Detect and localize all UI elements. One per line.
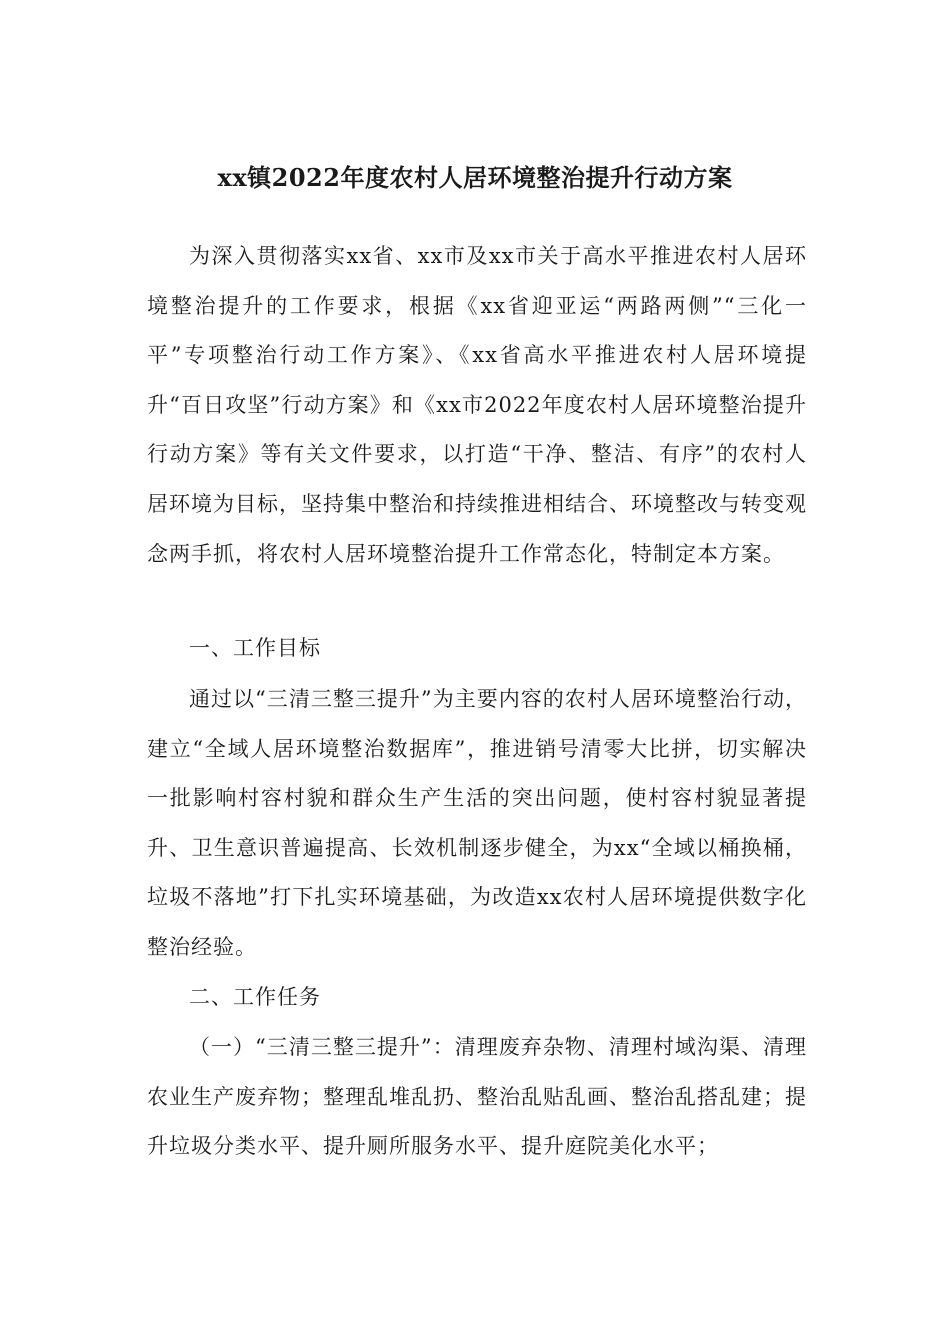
- goals-paragraph: 通过以“三清三整三提升”为主要内容的农村人居环境整治行动，建立“全域人居环境整治数据库”，推进销号清零大比拼，切实解决一批影响村容村貌和群众生产生活的突出问题，使村容村貌显著提升、卫生意识普遍提高、长效机制逐步健全，为xx“全域以桶换桶，垃圾不落地”打下扎实环境基础，为改造xx农村人居环境提供数字化整治经验。: [147, 687, 807, 959]
- intro-paragraph: 为深入贯彻落实xx省、xx市及xx市关于高水平推进农村人居环境整治提升的工作要求，根据《xx省迎亚运“两路两侧”“三化一平”专项整治行动工作方案》、《xx省高水平推进农村人居环境提升“百日攻坚”行动方案》和《xx市2022年度农村人居环境整治提升行动方案》等有关文件要求，以打造“干净、整洁、有序”的农村人居环境为目标，坚持集中整治和持续推进相结合、环境整改与转变观念两手抓，将农村人居环境整治提升工作常态化，特制定本方案。: [147, 244, 807, 566]
- section-heading-goals: 一、工作目标: [189, 636, 321, 660]
- document-title: xx镇2022年度农村人居环境整治提升行动方案: [217, 163, 733, 192]
- section-heading-tasks: 二、工作任务: [189, 985, 321, 1009]
- tasks-item-1: （一）“三清三整三提升”：清理废弃杂物、清理村域沟渠、清理农业生产废弃物；整理乱堆乱扔、整治乱贴乱画、整治乱搭乱建；提升垃圾分类水平、提升厕所服务水平、提升庭院美化水平；: [147, 1035, 807, 1159]
